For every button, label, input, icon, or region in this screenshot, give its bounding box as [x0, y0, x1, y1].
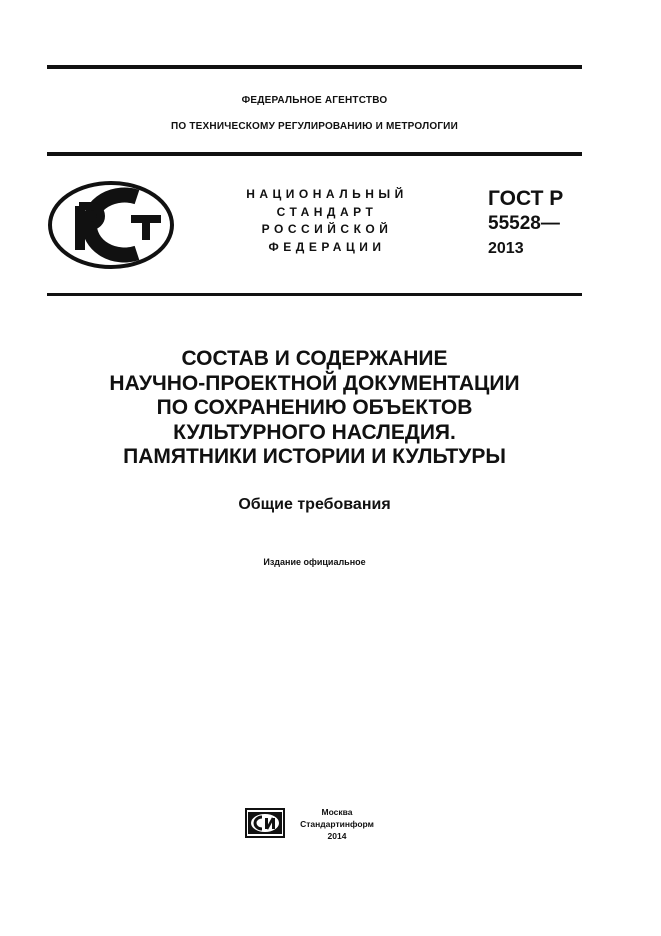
title-line-1: СОСТАВ И СОДЕРЖАНИЕ: [181, 347, 448, 370]
top-rule: [47, 65, 582, 69]
title-line-5: ПАМЯТНИКИ ИСТОРИИ И КУЛЬТУРЫ: [123, 445, 506, 468]
publisher-city: Москва: [321, 807, 353, 817]
header-rule: [47, 152, 582, 156]
gost-designation-line-2: 55528—: [488, 213, 560, 234]
gost-designation-line-3: 2013: [488, 240, 524, 257]
publisher-name: Стандартинформ: [300, 819, 374, 829]
standartinform-logo: [245, 808, 285, 838]
agency-line-2: ПО ТЕХНИЧЕСКОМУ РЕГУЛИРОВАНИЮ И МЕТРОЛОГИИ: [171, 121, 458, 132]
title-line-2: НАУЧНО-ПРОЕКТНОЙ ДОКУМЕНТАЦИИ: [109, 371, 520, 395]
document-subtitle: Общие требования: [238, 496, 391, 513]
standard-type: [222, 186, 432, 256]
standard-type-line-3: РОССИЙСКОЙ: [261, 222, 393, 236]
title-line-4: КУЛЬТУРНОГО НАСЛЕДИЯ.: [173, 420, 456, 444]
gost-designation: [488, 186, 563, 261]
gost-designation-line-1: ГОСТ Р: [488, 187, 564, 210]
agency-line-1: ФЕДЕРАЛЬНОЕ АГЕНТСТВО: [241, 95, 388, 106]
standard-type-line-1: НАЦИОНАЛЬНЫЙ: [246, 187, 408, 201]
gost-r-logo: [47, 180, 175, 270]
document-title: [47, 347, 582, 470]
standard-type-line-2: СТАНДАРТ: [276, 204, 378, 219]
standard-type-line-4: ФЕДЕРАЦИИ: [268, 239, 386, 254]
publisher-year: 2014: [327, 831, 347, 841]
publisher-block: [292, 806, 382, 842]
title-line-3: ПО СОХРАНЕНИЮ ОБЪЕКТОВ: [156, 396, 473, 419]
title-rule: [47, 293, 582, 296]
edition-note: Издание официальное: [263, 557, 366, 567]
